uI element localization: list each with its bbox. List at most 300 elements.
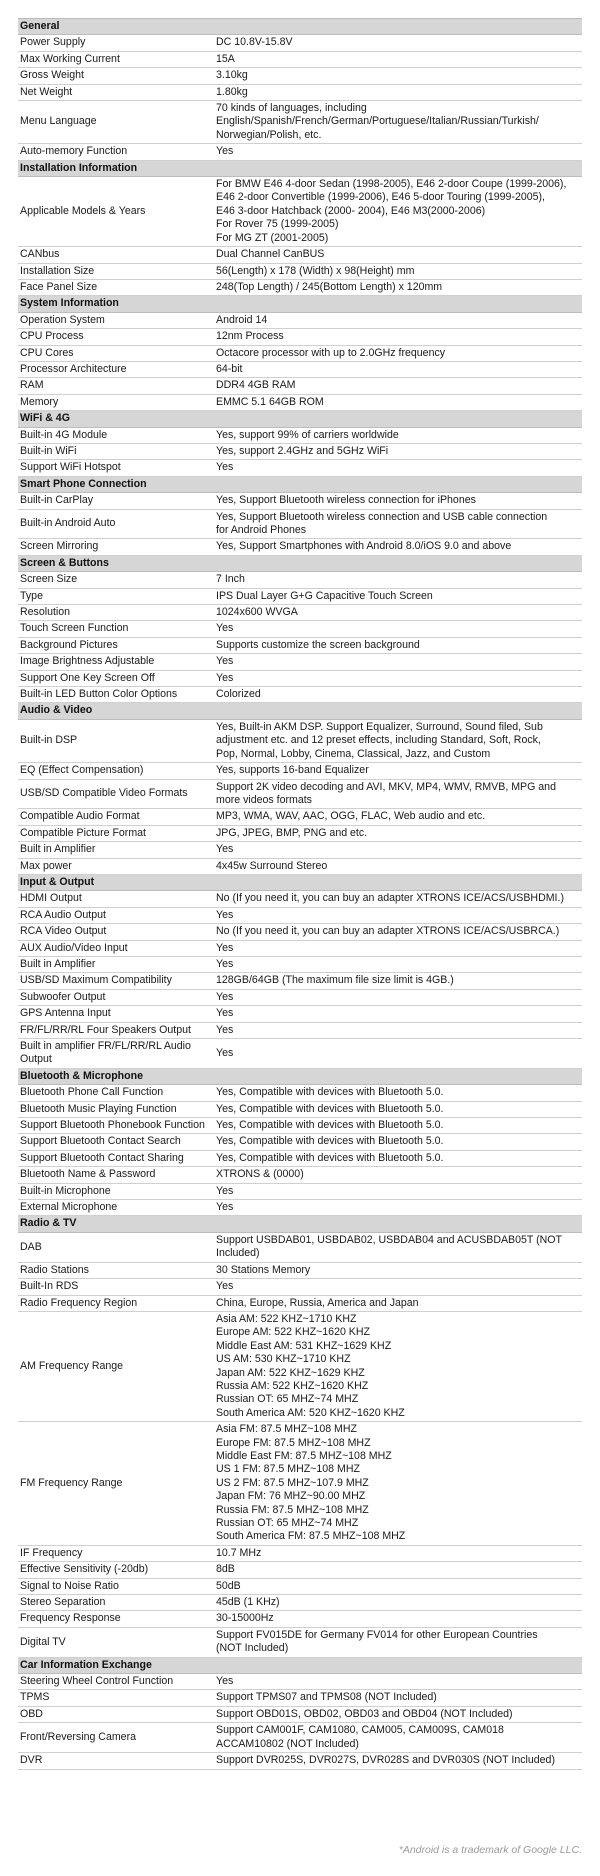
spec-value: [214, 825, 582, 841]
spec-row: [18, 1200, 582, 1216]
spec-row: [18, 51, 582, 67]
spec-row: [18, 1753, 582, 1769]
section-header-row: [18, 874, 582, 890]
section-header-row: [18, 1657, 582, 1673]
spec-value-line: Russia FM: 87.5 MHZ~108 MHZ: [216, 1503, 369, 1516]
spec-value-line: Yes, Compatible with devices with Bluetooth 5.0.: [216, 1119, 444, 1132]
spec-value: [214, 509, 582, 539]
spec-value-line: South America FM: 87.5 MHZ~108 MHZ: [216, 1530, 406, 1543]
spec-value-line: 1024x600 WVGA: [216, 606, 298, 619]
spec-label: Front/Reversing Camera: [18, 1723, 214, 1753]
spec-row: [18, 1262, 582, 1278]
spec-label: Signal to Noise Ratio: [18, 1578, 214, 1594]
spec-value: [214, 144, 582, 160]
spec-value: [214, 51, 582, 67]
spec-value-line: Yes, support 99% of carriers worldwide: [216, 428, 399, 441]
spec-value-line: Pop, Normal, Lobby, Cinema, Classical, Jazz, and Custom: [216, 747, 491, 760]
spec-label: DVR: [18, 1753, 214, 1769]
spec-label: Built-in LED Button Color Options: [18, 687, 214, 703]
spec-row: [18, 605, 582, 621]
spec-value-line: Support 2K video decoding and AVI, MKV, MP4, WMV, RMVB, MPG and: [216, 780, 556, 793]
spec-row: [18, 1690, 582, 1706]
spec-value: [214, 763, 582, 779]
section-header-row: [18, 160, 582, 176]
spec-value-line: 64-bit: [216, 362, 243, 375]
spec-value: [214, 443, 582, 459]
spec-value-line: Russian OT: 65 MHZ~74 MHZ: [216, 1517, 359, 1529]
spec-row: [18, 35, 582, 51]
spec-value: [214, 345, 582, 361]
spec-value-line: MP3, WMA, WAV, AAC, OGG, FLAC, Web audio and etc.: [216, 810, 486, 823]
spec-value-line: Yes: [216, 145, 234, 158]
spec-label: External Microphone: [18, 1200, 214, 1216]
spec-value-line: Yes: [216, 461, 234, 474]
spec-label: GPS Antenna Input: [18, 1006, 214, 1022]
spec-row: [18, 460, 582, 476]
section-title: System Information: [18, 296, 582, 312]
spec-row: [18, 1545, 582, 1561]
spec-value-line: Europe FM: 87.5 MHZ~108 MHZ: [216, 1436, 371, 1449]
spec-value: [214, 1134, 582, 1150]
spec-row: [18, 621, 582, 637]
spec-value: [214, 719, 582, 762]
spec-row: [18, 1118, 582, 1134]
spec-value-line: Yes: [216, 622, 234, 635]
spec-row: [18, 989, 582, 1005]
spec-label: Installation Size: [18, 263, 214, 279]
section-header-row: [18, 296, 582, 312]
spec-label: AUX Audio/Video Input: [18, 940, 214, 956]
spec-value-line: No (If you need it, you can buy an adapter XTRONS ICE/ACS/USBHDMI.): [216, 892, 564, 905]
spec-label: Operation System: [18, 312, 214, 328]
spec-value: [214, 1022, 582, 1038]
spec-value: [214, 493, 582, 509]
trademark-footnote: *Android is a trademark of Google LLC.: [398, 1844, 582, 1856]
spec-value-line: for Android Phones: [216, 524, 307, 536]
section-title: Audio & Video: [18, 703, 582, 719]
spec-value-line: JPG, JPEG, BMP, PNG and etc.: [216, 826, 368, 839]
spec-value-line: Yes, Compatible with devices with Bluetooth 5.0.: [216, 1135, 444, 1148]
spec-value: [214, 687, 582, 703]
spec-label: RAM: [18, 378, 214, 394]
spec-value: [214, 1085, 582, 1101]
spec-value-line: Support OBD01S, OBD02, OBD03 and OBD04 (NOT Included): [216, 1707, 513, 1720]
spec-row: [18, 312, 582, 328]
spec-row: [18, 1723, 582, 1753]
section-header-row: [18, 411, 582, 427]
spec-label: Face Panel Size: [18, 279, 214, 295]
spec-value-line: DC 10.8V-15.8V: [216, 36, 293, 49]
spec-value-line: Included): [216, 1247, 260, 1260]
spec-value-line: Yes: [216, 843, 234, 856]
spec-row: [18, 907, 582, 923]
spec-value: [214, 460, 582, 476]
spec-value: [214, 842, 582, 858]
spec-value-line: adjustment etc. and 12 preset effects, including Standard, Soft, Rock,: [216, 734, 541, 747]
spec-value: [214, 1753, 582, 1769]
spec-value-line: Japan FM: 76 MHZ~90.00 MHZ: [216, 1490, 366, 1503]
spec-label: Max power: [18, 858, 214, 874]
section-header-row: [18, 1068, 582, 1084]
spec-label: Digital TV: [18, 1627, 214, 1657]
spec-row: [18, 1611, 582, 1627]
spec-label: Radio Stations: [18, 1262, 214, 1278]
spec-label: Support WiFi Hotspot: [18, 460, 214, 476]
spec-label: Auto-memory Function: [18, 144, 214, 160]
spec-row: [18, 1578, 582, 1594]
spec-value: [214, 605, 582, 621]
spec-label: Support Bluetooth Phonebook Function: [18, 1118, 214, 1134]
spec-label: Steering Wheel Control Function: [18, 1674, 214, 1690]
spec-row: [18, 1295, 582, 1311]
spec-row: [18, 1134, 582, 1150]
spec-value-line: Yes, supports 16-band Equalizer: [216, 764, 369, 777]
spec-value-line: US AM: 530 KHZ~1710 KHZ: [216, 1353, 351, 1366]
spec-label: Support Bluetooth Contact Sharing: [18, 1150, 214, 1166]
spec-label: Max Working Current: [18, 51, 214, 67]
section-title: Car Information Exchange: [18, 1657, 582, 1673]
spec-value-line: Yes, Built-in AKM DSP. Support Equalizer, Surround, Sound filed, Sub: [216, 720, 543, 733]
section-header-row: [18, 19, 582, 35]
spec-label: CPU Cores: [18, 345, 214, 361]
spec-row: [18, 1311, 582, 1421]
spec-value: [214, 779, 582, 809]
spec-label: Compatible Picture Format: [18, 825, 214, 841]
spec-row: [18, 1279, 582, 1295]
spec-value: [214, 907, 582, 923]
spec-label: HDMI Output: [18, 891, 214, 907]
spec-row: [18, 1006, 582, 1022]
spec-label: Screen Mirroring: [18, 539, 214, 555]
section-header-row: [18, 476, 582, 492]
spec-value: [214, 1311, 582, 1421]
spec-value: [214, 891, 582, 907]
spec-value-line: 1.80kg: [216, 85, 248, 98]
spec-value-line: 15A: [216, 52, 235, 65]
spec-value-line: 70 kinds of languages, including: [216, 102, 367, 115]
spec-label: CPU Process: [18, 329, 214, 345]
spec-value-line: Russian OT: 65 MHZ~74 MHZ: [216, 1393, 359, 1406]
spec-label: Net Weight: [18, 84, 214, 100]
spec-value: [214, 361, 582, 377]
spec-value: [214, 35, 582, 51]
spec-value-line: Yes: [216, 1023, 234, 1036]
spec-value: [214, 572, 582, 588]
spec-row: [18, 940, 582, 956]
spec-row: [18, 1595, 582, 1611]
spec-value-line: EMMC 5.1 64GB ROM: [216, 395, 324, 408]
spec-value-line: Support CAM001F, CAM1080, CAM005, CAM009S, CAM018: [216, 1724, 504, 1737]
spec-value-line: Support FV015DE for Germany FV014 for other European Countries: [216, 1628, 538, 1641]
spec-value-line: Yes: [216, 1007, 234, 1020]
spec-label: Gross Weight: [18, 68, 214, 84]
spec-row: [18, 263, 582, 279]
spec-value: [214, 378, 582, 394]
spec-row: [18, 1150, 582, 1166]
spec-value-line: 30-15000Hz: [216, 1612, 274, 1625]
spec-value-line: 12nm Process: [216, 330, 284, 343]
spec-value-line: 4x45w Surround Stereo: [216, 859, 328, 872]
spec-label: Frequency Response: [18, 1611, 214, 1627]
spec-row: [18, 1167, 582, 1183]
spec-row: [18, 443, 582, 459]
spec-label: RCA Audio Output: [18, 907, 214, 923]
spec-label: IF Frequency: [18, 1545, 214, 1561]
spec-value-line: Supports customize the screen background: [216, 638, 420, 651]
spec-value: [214, 263, 582, 279]
spec-value-line: 128GB/64GB (The maximum file size limit is 4GB.): [216, 974, 454, 987]
spec-value-line: Yes: [216, 1675, 234, 1688]
spec-value: [214, 1611, 582, 1627]
spec-label: EQ (Effect Compensation): [18, 763, 214, 779]
spec-value-line: Yes: [216, 957, 234, 970]
spec-label: Support Bluetooth Contact Search: [18, 1134, 214, 1150]
spec-value: [214, 312, 582, 328]
spec-row: [18, 588, 582, 604]
spec-value-line: US 1 FM: 87.5 MHZ~108 MHZ: [216, 1463, 360, 1476]
spec-value: [214, 1723, 582, 1753]
spec-row: [18, 1627, 582, 1657]
spec-label: Touch Screen Function: [18, 621, 214, 637]
spec-value-line: Support TPMS07 and TPMS08 (NOT Included): [216, 1691, 437, 1704]
spec-value-line: 56(Length) x 178 (Width) x 98(Height) mm: [216, 264, 415, 277]
spec-value-line: (NOT Included): [216, 1642, 289, 1655]
spec-row: [18, 779, 582, 809]
spec-label: OBD: [18, 1706, 214, 1722]
spec-row: [18, 572, 582, 588]
spec-label: Built in Amplifier: [18, 842, 214, 858]
spec-label: Stereo Separation: [18, 1595, 214, 1611]
spec-label: CANbus: [18, 247, 214, 263]
spec-row: [18, 1706, 582, 1722]
spec-value: [214, 654, 582, 670]
spec-row: [18, 361, 582, 377]
spec-value: [214, 670, 582, 686]
spec-row: [18, 509, 582, 539]
spec-row: [18, 539, 582, 555]
spec-row: [18, 144, 582, 160]
spec-value: [214, 101, 582, 144]
spec-label: Processor Architecture: [18, 361, 214, 377]
spec-value-line: XTRONS & (0000): [216, 1168, 304, 1181]
spec-value-line: Middle East AM: 531 KHZ~1629 KHZ: [216, 1339, 392, 1352]
spec-value-line: 50dB: [216, 1579, 241, 1592]
section-title: Radio & TV: [18, 1216, 582, 1232]
spec-value-line: 3.10kg: [216, 69, 248, 82]
spec-label: Power Supply: [18, 35, 214, 51]
spec-value-line: Yes: [216, 655, 234, 668]
spec-value-line: Asia AM: 522 KHZ~1710 KHZ: [216, 1312, 357, 1325]
spec-row: [18, 973, 582, 989]
spec-table-body: [18, 19, 582, 1770]
spec-value: [214, 1101, 582, 1117]
section-title: Screen & Buttons: [18, 555, 582, 571]
spec-value: [214, 279, 582, 295]
spec-label: Image Brightness Adjustable: [18, 654, 214, 670]
spec-row: [18, 345, 582, 361]
spec-value-line: Dual Channel CanBUS: [216, 248, 325, 261]
spec-value-line: Yes, Support Bluetooth wireless connection for iPhones: [216, 494, 476, 507]
section-title: Smart Phone Connection: [18, 476, 582, 492]
spec-row: [18, 763, 582, 779]
spec-value: [214, 1545, 582, 1561]
spec-row: [18, 1039, 582, 1069]
spec-row: [18, 1022, 582, 1038]
spec-value-line: English/Spanish/French/German/Portuguese/Italian/Russian/Turkish/: [216, 115, 539, 128]
spec-value-line: Android 14: [216, 313, 268, 326]
spec-value-line: E46 2-door Convertible (1999-2006), E46 5-door Touring (1999-2005),: [216, 191, 546, 204]
spec-value-line: Yes, Compatible with devices with Bluetooth 5.0.: [216, 1086, 444, 1099]
spec-row: [18, 687, 582, 703]
spec-table: [18, 18, 582, 1770]
spec-label: Resolution: [18, 605, 214, 621]
spec-row: [18, 825, 582, 841]
spec-value-line: For Rover 75 (1999-2005): [216, 218, 339, 231]
spec-value: [214, 637, 582, 653]
spec-value: [214, 329, 582, 345]
spec-value-line: Yes, Support Smartphones with Android 8.0/iOS 9.0 and above: [216, 540, 512, 553]
spec-row: [18, 1422, 582, 1546]
spec-value: [214, 1232, 582, 1262]
spec-label: Effective Sensitivity (-20db): [18, 1562, 214, 1578]
spec-label: Built-in DSP: [18, 719, 214, 762]
section-title: General: [18, 19, 582, 35]
spec-value-line: Yes: [216, 1280, 234, 1293]
spec-value-line: For BMW E46 4-door Sedan (1998-2005), E46 2-door Coupe (1999-2006),: [216, 178, 567, 191]
spec-value-line: ACCAM10802 (NOT Included): [216, 1737, 359, 1750]
spec-label: Radio Frequency Region: [18, 1295, 214, 1311]
spec-label: Memory: [18, 394, 214, 410]
spec-value-line: Colorized: [216, 688, 261, 701]
spec-row: [18, 956, 582, 972]
spec-row: [18, 493, 582, 509]
spec-value: [214, 1262, 582, 1278]
spec-value: [214, 1595, 582, 1611]
spec-label: Bluetooth Music Playing Function: [18, 1101, 214, 1117]
spec-value: [214, 1167, 582, 1183]
spec-label: Built in amplifier FR/FL/RR/RL Audio Output: [18, 1039, 214, 1069]
spec-row: [18, 378, 582, 394]
spec-row: [18, 1085, 582, 1101]
spec-value-line: Yes: [216, 671, 234, 684]
spec-value: [214, 1118, 582, 1134]
spec-row: [18, 1101, 582, 1117]
spec-value: [214, 1706, 582, 1722]
spec-value: [214, 924, 582, 940]
spec-value-line: DDR4 4GB RAM: [216, 379, 296, 392]
spec-value: [214, 427, 582, 443]
spec-label: Built-in WiFi: [18, 443, 214, 459]
spec-value-line: US 2 FM: 87.5 MHZ~107.9 MHZ: [216, 1476, 369, 1489]
spec-row: [18, 247, 582, 263]
section-header-row: [18, 555, 582, 571]
spec-row: [18, 809, 582, 825]
spec-value: [214, 621, 582, 637]
spec-value-line: South America AM: 520 KHZ~1620 KHZ: [216, 1406, 405, 1419]
spec-value-line: Norwegian/Polish, etc.: [216, 128, 322, 141]
spec-row: [18, 329, 582, 345]
spec-row: [18, 670, 582, 686]
spec-row: [18, 279, 582, 295]
spec-row: [18, 101, 582, 144]
section-title: Installation Information: [18, 160, 582, 176]
spec-value: [214, 247, 582, 263]
spec-value: [214, 940, 582, 956]
spec-row: [18, 719, 582, 762]
spec-value-line: Yes: [216, 1046, 234, 1059]
spec-value: [214, 1690, 582, 1706]
spec-value-line: 7 Inch: [216, 573, 245, 586]
spec-value-line: 8dB: [216, 1563, 235, 1576]
spec-label: Compatible Audio Format: [18, 809, 214, 825]
spec-value-line: 10.7 MHz: [216, 1546, 262, 1559]
spec-value-line: Yes: [216, 941, 234, 954]
spec-row: [18, 1562, 582, 1578]
spec-row: [18, 1232, 582, 1262]
spec-label: TPMS: [18, 1690, 214, 1706]
spec-value-line: Support USBDAB01, USBDAB02, USBDAB04 and ACUSBDAB05T (NOT: [216, 1233, 563, 1246]
spec-value-line: 30 Stations Memory: [216, 1263, 311, 1276]
spec-row: [18, 891, 582, 907]
spec-value: [214, 394, 582, 410]
spec-label: FR/FL/RR/RL Four Speakers Output: [18, 1022, 214, 1038]
spec-value-line: IPS Dual Layer G+G Capacitive Touch Screen: [216, 589, 433, 602]
spec-value: [214, 1562, 582, 1578]
spec-label: Built in Amplifier: [18, 956, 214, 972]
spec-value-line: 248(Top Length) / 245(Bottom Length) x 120mm: [216, 280, 443, 293]
section-header-row: [18, 703, 582, 719]
spec-value-line: Support DVR025S, DVR027S, DVR028S and DVR030S (NOT Included): [216, 1754, 555, 1767]
spec-value: [214, 1006, 582, 1022]
spec-value-line: Octacore processor with up to 2.0GHz frequency: [216, 346, 446, 359]
spec-value: [214, 1039, 582, 1069]
spec-value-line: Europe AM: 522 KHZ~1620 KHZ: [216, 1326, 370, 1339]
spec-label: Built-in CarPlay: [18, 493, 214, 509]
spec-row: [18, 842, 582, 858]
spec-value-line: Middle East FM: 87.5 MHZ~108 MHZ: [216, 1449, 392, 1462]
spec-value-line: Yes, Compatible with devices with Bluetooth 5.0.: [216, 1102, 444, 1115]
spec-label: Menu Language: [18, 101, 214, 144]
spec-label: Screen Size: [18, 572, 214, 588]
spec-label: Bluetooth Phone Call Function: [18, 1085, 214, 1101]
spec-value-line: Yes: [216, 990, 234, 1003]
spec-label: RCA Video Output: [18, 924, 214, 940]
spec-value-line: Yes: [216, 1184, 234, 1197]
spec-row: [18, 858, 582, 874]
spec-value: [214, 1183, 582, 1199]
spec-row: [18, 177, 582, 247]
spec-row: [18, 427, 582, 443]
spec-label: Built-In RDS: [18, 1279, 214, 1295]
spec-label: USB/SD Compatible Video Formats: [18, 779, 214, 809]
spec-label: Background Pictures: [18, 637, 214, 653]
spec-row: [18, 84, 582, 100]
spec-value: [214, 858, 582, 874]
spec-label: Applicable Models & Years: [18, 177, 214, 247]
spec-value-line: Japan AM: 522 KHZ~1629 KHZ: [216, 1366, 365, 1379]
spec-value-line: Yes: [216, 1201, 234, 1214]
spec-value: [214, 1578, 582, 1594]
spec-label: FM Frequency Range: [18, 1422, 214, 1546]
spec-label: DAB: [18, 1232, 214, 1262]
spec-value: [214, 588, 582, 604]
spec-label: AM Frequency Range: [18, 1311, 214, 1421]
section-title: WiFi & 4G: [18, 411, 582, 427]
spec-value-line: Asia FM: 87.5 MHZ~108 MHZ: [216, 1423, 357, 1436]
spec-value-line: E46 3-door Hatchback (2000- 2004), E46 M3(2000-2006): [216, 204, 486, 217]
spec-value-line: Yes, Support Bluetooth wireless connection and USB cable connection: [216, 510, 548, 523]
spec-value-line: Yes, support 2.4GHz and 5GHz WiFi: [216, 444, 389, 457]
